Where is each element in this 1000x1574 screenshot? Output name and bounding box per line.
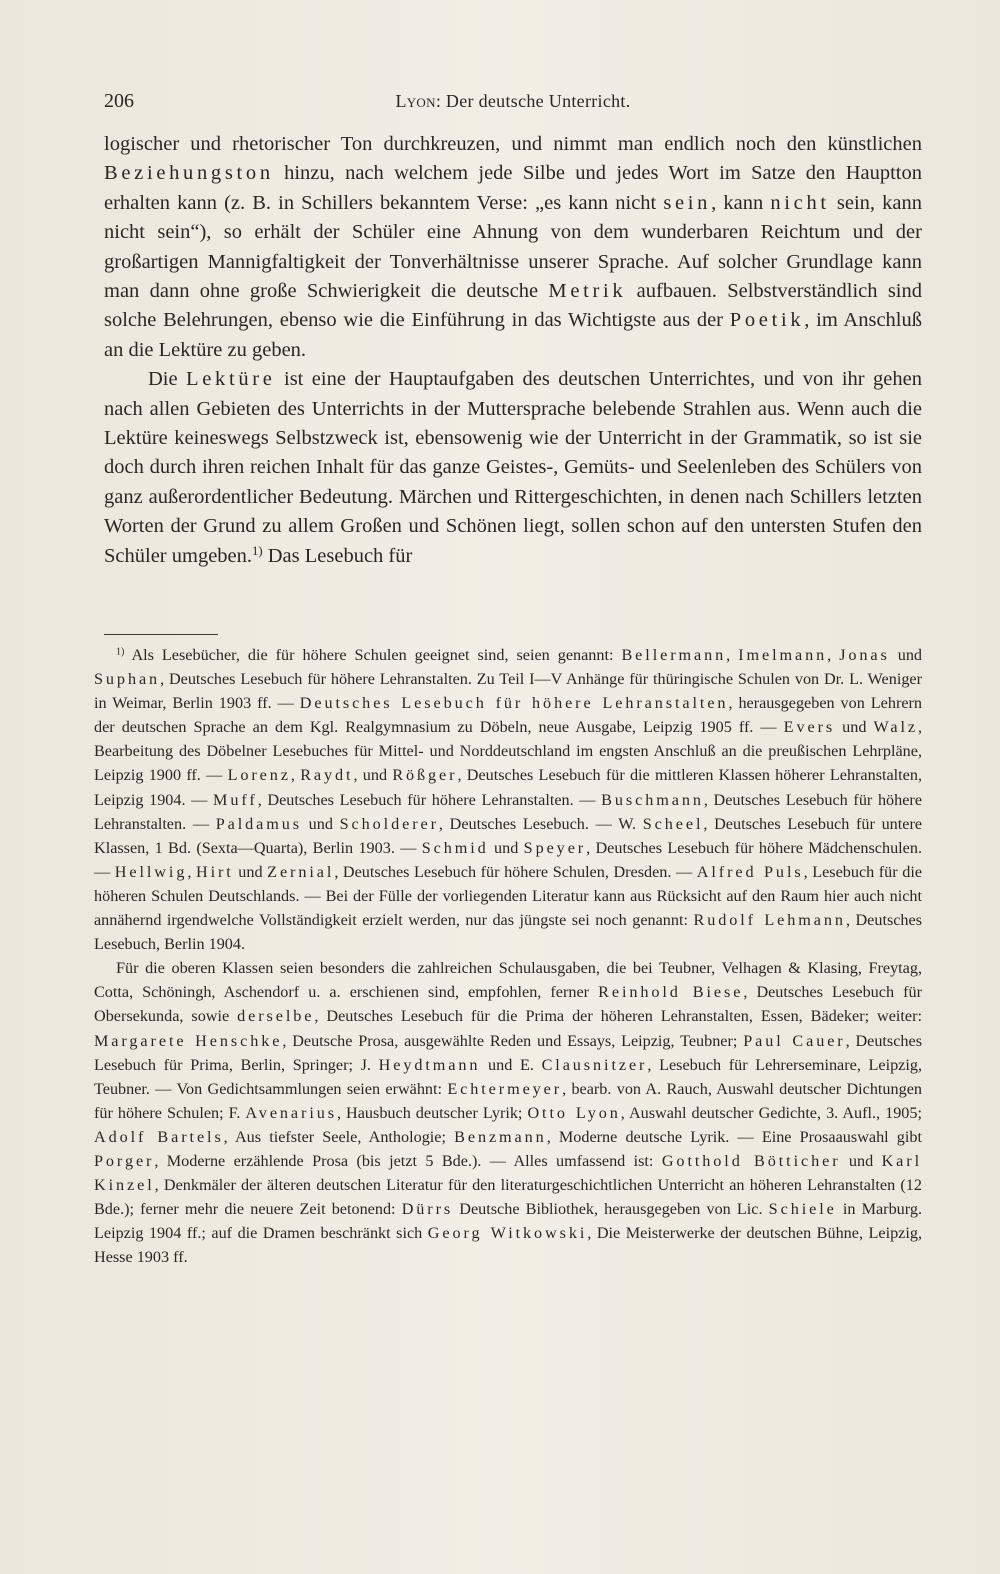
emphasis: Karl Kinzel bbox=[94, 1151, 922, 1195]
running-title bbox=[104, 87, 922, 115]
text-run: , bbox=[827, 646, 840, 664]
text-run: , Moderne erzählende Prosa (bis jetzt 5 Bde.). — Alles umfassend ist: bbox=[154, 1151, 662, 1170]
emphasis: Speyer bbox=[523, 838, 587, 857]
text-run: , Hausbuch deutscher Lyrik; bbox=[336, 1103, 528, 1122]
emphasis: Paldamus bbox=[215, 814, 302, 833]
text-run: , Aus tiefster Seele, Anthologie; bbox=[223, 1127, 455, 1146]
emphasis: Avenarius bbox=[245, 1103, 337, 1122]
emphasis: Zernial bbox=[267, 862, 335, 881]
emphasis: Imelmann bbox=[738, 646, 828, 664]
text-run: , bbox=[726, 646, 739, 664]
text-run: , Deutsche Prosa, ausgewählte Reden und Essays, Leipzig, Teubner; bbox=[282, 1031, 744, 1050]
text-run: , Deutsches Lesebuch für die mittleren Klassen höherer Lehranstalten, Leipzig 1904. — bbox=[94, 766, 923, 809]
text-run: und bbox=[840, 1151, 882, 1170]
main-text bbox=[104, 130, 922, 571]
footnote bbox=[94, 643, 922, 956]
emphasis: Lektüre bbox=[186, 368, 276, 391]
text-run: , bbox=[290, 766, 301, 785]
text-run: , Denkmäler der älteren deutschen Literatur für den literaturgeschichtlichen Unterricht an höheren Lehranstalten (12 Bde.); ferner mehr die neuere Zeit betonend: bbox=[94, 1176, 922, 1219]
text-run: , Deutsches Lesebuch für höhere Lehranstalten. Zu Teil I—V Anhänge für thüringische Schulen von Dr. L. Weniger in Weimar, Berlin 1903 ff. — bbox=[94, 670, 922, 713]
text-run: , bbox=[187, 862, 196, 881]
emphasis: Rudolf Lehmann bbox=[693, 911, 846, 930]
text-run: in Marburg. Leipzig 1904 ff.; auf die Dramen beschränkt sich bbox=[94, 1200, 922, 1243]
emphasis: Benzmann bbox=[454, 1127, 547, 1146]
text-run: , und bbox=[353, 766, 393, 785]
text-run: , Lesebuch für Lehrerseminare, Leipzig, Teubner. — Von Gedichtsammlungen seien erwähnt: bbox=[94, 1055, 923, 1098]
emphasis: Reinhold Biese bbox=[598, 983, 744, 1002]
emphasis: nicht bbox=[770, 191, 830, 214]
emphasis: Beziehungston bbox=[104, 162, 274, 185]
text-run: Die bbox=[148, 368, 187, 391]
text-run: , Deutsches Lesebuch für die Prima der höheren Lehranstalten, Essen, Bädeker; weiter: bbox=[314, 1007, 922, 1026]
emphasis: Deutsches Lesebuch für höhere Lehranstalten bbox=[299, 694, 729, 713]
author-name: Lyon bbox=[395, 91, 436, 111]
text-run: , herausgegeben von Lehrern der deutschen Sprache an dem Kgl. Realgymnasium zu Döbeln, neue Ausgabe, Leipzig 1905 ff. — bbox=[94, 694, 923, 737]
text-run: hinzu, nach welchem jede Silbe und jedes Wort im Satze den Hauptton erhalten kann (z. B. in Schillers bekanntem Verse: „es kann nicht bbox=[104, 162, 922, 214]
emphasis: sein bbox=[663, 191, 712, 214]
emphasis: Porger bbox=[94, 1151, 155, 1170]
text-run: ist eine der Hauptaufgaben des deutschen Unterrichtes, und von ihr gehen nach allen Gebieten des Unterrichts in der Muttersprache belebende Strahlen aus. Wenn auch die Lektüre keineswegs Selbstzweck ist, ebensowenig wie der Unterricht in der Grammatik, so ist sie doch durch ihren reichen Inhalt für das ganze Geistes-, Gemüts- und Seelenleben des Schülers von ganz außerordentlicher Bedeutung. Märchen und Rittergeschichten, in denen nach Schillers letzten Worten der Grund zu allem Großen und Schönen liegt, sollen schon auf den untersten Stufen den Schüler umgeben. bbox=[104, 368, 922, 567]
emphasis: Jonas bbox=[839, 646, 890, 664]
text-run: aufbauen. Selbstverständlich sind solche Belehrungen, ebenso wie die Einführung in das Wichtigste aus der bbox=[104, 280, 922, 332]
text-run: , Deutsches Lesebuch für höhere Lehranstalten. — bbox=[257, 790, 602, 809]
text-run: , Die Meisterwerke der deutschen Bühne, Leipzig, Hesse 1903 ff. bbox=[94, 1224, 922, 1267]
emphasis: Clausnitzer bbox=[541, 1055, 648, 1074]
text-run: , Deutsches Lesebuch für untere Klassen, 1 Bd. (Sexta—Quarta), Berlin 1903. — bbox=[94, 814, 923, 857]
text-run: , Deutsches Lesebuch für höhere Schulen, Dresden. — bbox=[334, 862, 697, 881]
footnotes bbox=[94, 643, 922, 1269]
emphasis: Margarete Henschke bbox=[94, 1031, 283, 1050]
emphasis: Echtermeyer bbox=[447, 1079, 563, 1098]
text-run: , bearb. von A. Rauch, Auswahl deutscher Dichtungen für höhere Schulen; F. bbox=[94, 1079, 922, 1122]
emphasis: Muff bbox=[213, 790, 258, 809]
text-run: und bbox=[233, 862, 268, 881]
emphasis: Georg Witkowski bbox=[427, 1224, 588, 1243]
text-run: , Deutsches Lesebuch für höhere Mädchenschulen. — bbox=[94, 838, 922, 881]
text-run: , Bearbeitung des Döbelner Lesebuches für Mittel- und Norddeutschland im engsten Anschluß an die preußischen Lehrpläne, Leipzig 1900 ff. — bbox=[94, 718, 923, 785]
emphasis: Schiele bbox=[768, 1200, 837, 1219]
text-run: , Deutsches Lesebuch für Obersekunda, sowie bbox=[94, 983, 922, 1026]
emphasis: Scheel bbox=[642, 814, 704, 833]
text-run: , Auswahl deutscher Gedichte, 3. Aufl., 1905; bbox=[620, 1103, 922, 1122]
running-head bbox=[104, 87, 922, 115]
text-run: Deutsche Bibliothek, herausgegeben von Lic. bbox=[453, 1200, 769, 1219]
text-run: , Moderne deutsche Lyrik. — Eine Prosaauswahl gibt bbox=[546, 1127, 922, 1146]
emphasis: Paul Cauer bbox=[743, 1031, 846, 1050]
emphasis: Adolf Bartels bbox=[94, 1127, 224, 1146]
emphasis: Metrik bbox=[548, 280, 627, 303]
text-run: und bbox=[889, 646, 923, 664]
body-paragraph bbox=[104, 130, 922, 365]
text-run: sein, kann nicht sein“), so erhält der Schüler eine Ahnung von dem wunderbaren Reichtum und der großartigen Mannigfaltigkeit der Tonverhältnisse unserer Sprache. Auf solcher Grundlage kann man dann ohne große Schwierigkeit die deutsche bbox=[104, 191, 922, 303]
text-run: , kann bbox=[711, 191, 771, 214]
emphasis: Raydt bbox=[300, 766, 354, 785]
emphasis: Rößger bbox=[392, 766, 458, 785]
emphasis: Hirt bbox=[195, 862, 234, 881]
emphasis: Alfred Puls bbox=[696, 862, 804, 881]
emphasis: Buschmann bbox=[601, 790, 704, 809]
text-run: und bbox=[301, 814, 340, 833]
emphasis: Gotthold Bötticher bbox=[661, 1151, 841, 1170]
text-run: logischer und rhetorischer Ton durchkreuzen, und nimmt man endlich noch den künstlichen bbox=[104, 133, 922, 155]
chapter-title: : Der deutsche Unterricht. bbox=[435, 91, 631, 111]
emphasis: Poetik bbox=[729, 309, 805, 332]
text-run: und bbox=[488, 838, 524, 857]
text-run: , Deutsches Lesebuch für Prima, Berlin, Springer; J. bbox=[94, 1031, 922, 1074]
emphasis: Suphan bbox=[94, 670, 161, 689]
text-run: , im Anschluß an die Lektüre zu geben. bbox=[104, 309, 922, 361]
text-run: und E. bbox=[480, 1055, 542, 1074]
emphasis: Schmid bbox=[421, 838, 489, 857]
footnote-number: 1) bbox=[116, 646, 125, 658]
emphasis: Bellermann bbox=[621, 646, 727, 664]
text-run: Als Lesebücher, die für höhere Schulen geeignet sind, seien genannt: bbox=[124, 646, 622, 664]
emphasis: Otto Lyon bbox=[527, 1103, 621, 1122]
emphasis: Dürrs bbox=[401, 1200, 454, 1219]
footnote-rule bbox=[104, 634, 218, 635]
page-number: 206 bbox=[104, 90, 134, 112]
footnote-paragraph bbox=[94, 956, 922, 1269]
text-run: , Deutsches Lesebuch. — W. bbox=[438, 814, 643, 833]
text-run: Für die oberen Klassen seien besonders die zahlreichen Schulausgaben, die bei Teubner, Velhagen & Klasing, Freytag, Cotta, Schöningh, Aschendorf u. a. erschienen sind, empfohlen, ferner bbox=[94, 959, 922, 1002]
emphasis: Lorenz bbox=[227, 766, 291, 785]
emphasis: Evers bbox=[783, 718, 836, 737]
emphasis: Heydtmann bbox=[378, 1055, 481, 1074]
emphasis: Hellwig bbox=[114, 862, 188, 881]
emphasis: Walz bbox=[873, 718, 918, 737]
emphasis: Scholderer bbox=[339, 814, 439, 833]
emphasis: derselbe bbox=[237, 1007, 315, 1026]
text-run: , Deutsches Lesebuch für höhere Lehranstalten. — bbox=[94, 790, 923, 833]
text-run: Das Lesebuch für bbox=[262, 544, 413, 567]
text-run: und bbox=[835, 718, 874, 737]
text-run: , Lesebuch für die höheren Schulen Deutschlands. — Bei der Fülle der vorliegenden Literatur kann aus Rücksicht auf den Raum hier auch nicht annähernd irgendwelche Vollständigkeit erzielt werden, nur das jüngste sei noch genannt: bbox=[94, 862, 923, 930]
text-run: , Deutsches Lesebuch, Berlin 1904. bbox=[94, 911, 923, 954]
body-paragraph bbox=[104, 365, 922, 571]
footnote-marker: 1) bbox=[252, 543, 263, 558]
